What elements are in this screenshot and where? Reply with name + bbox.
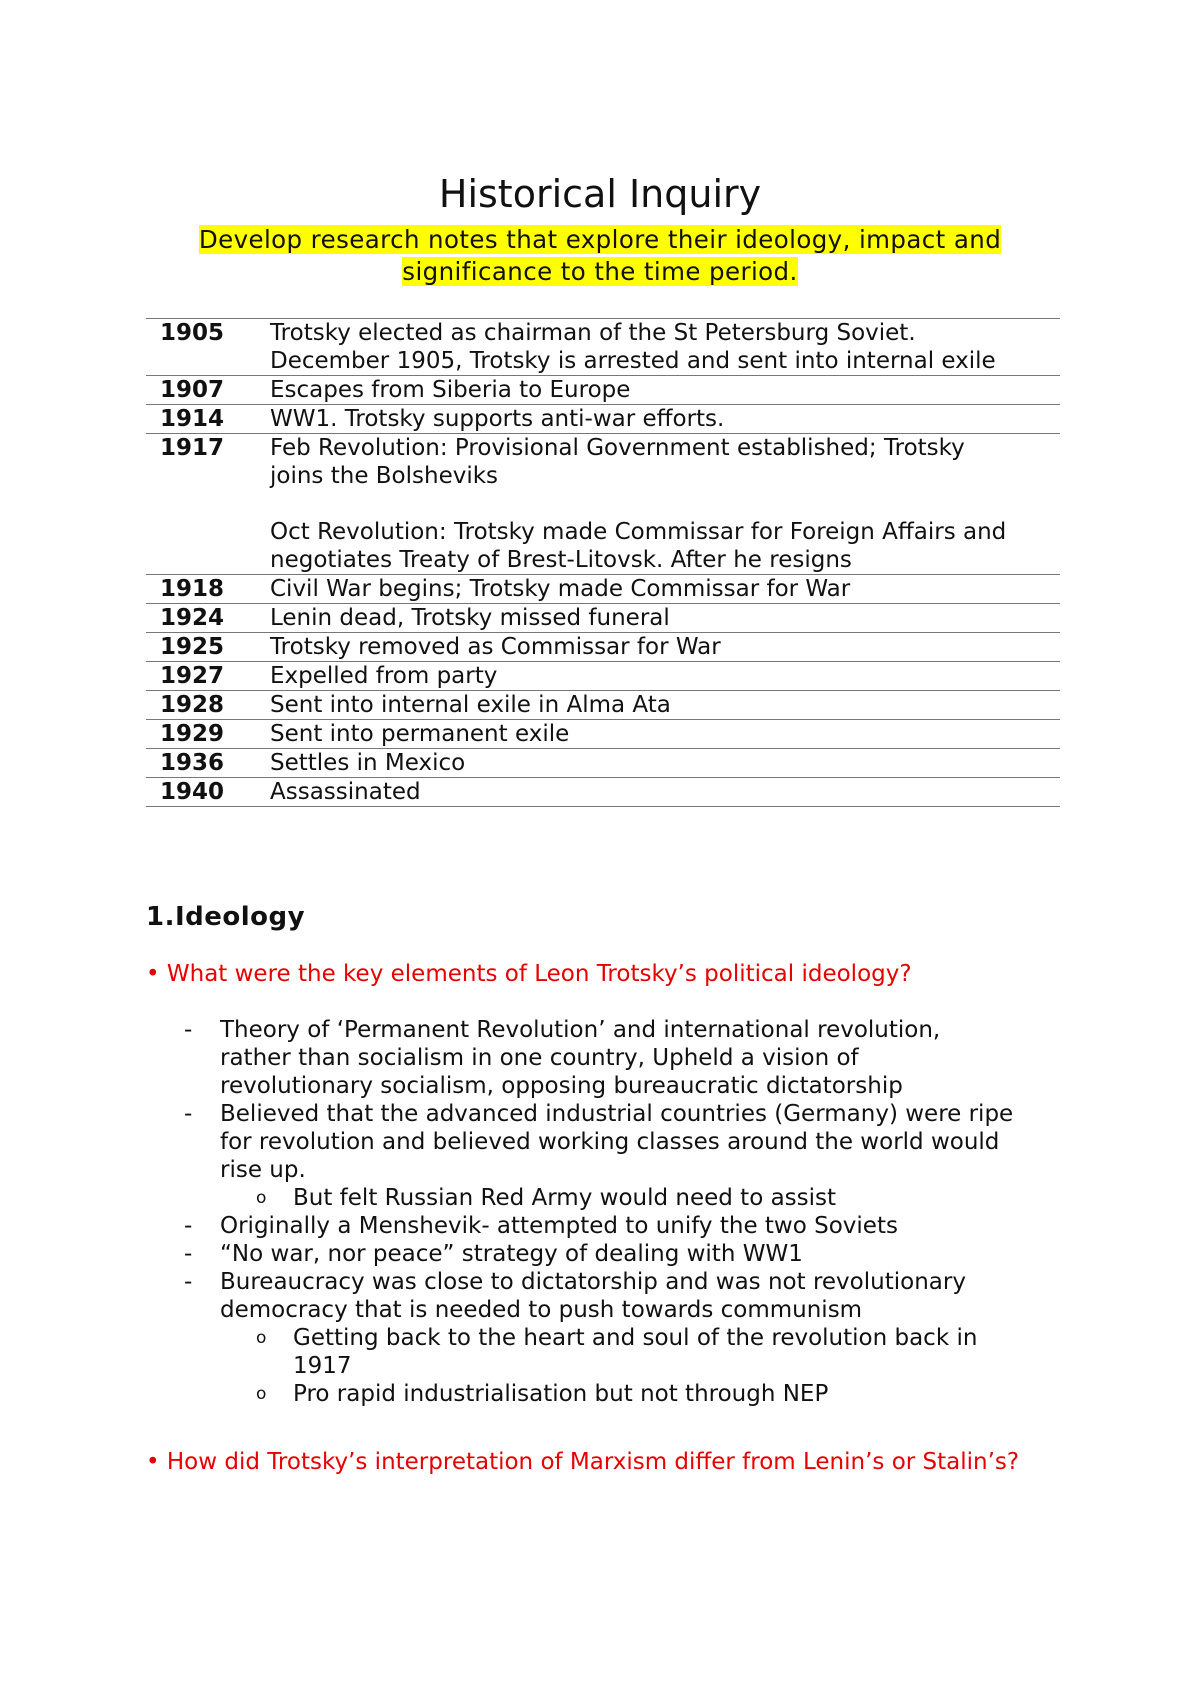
timeline-row bbox=[146, 575, 1060, 604]
timeline-body bbox=[146, 319, 1060, 807]
timeline-event-spacer bbox=[270, 490, 1060, 518]
timeline-year: 1929 bbox=[146, 720, 270, 749]
note-text-line: revolutionary socialism, opposing bureaucratic dictatorship bbox=[220, 1073, 903, 1099]
timeline-event bbox=[270, 319, 1060, 376]
timeline-event bbox=[270, 749, 1060, 778]
note-item bbox=[180, 1268, 1060, 1324]
note-text-line: “No war, nor peace” strategy of dealing with WW1 bbox=[220, 1241, 803, 1267]
note-text-line: Originally a Menshevik- attempted to unify the two Soviets bbox=[220, 1213, 898, 1239]
sub-note-item bbox=[180, 1380, 1060, 1408]
note-text-line: democracy that is needed to push towards communism bbox=[220, 1297, 863, 1323]
dash-bullet: - bbox=[184, 1241, 193, 1267]
section-heading-ideology: 1.Ideology bbox=[146, 902, 306, 932]
timeline-row bbox=[146, 720, 1060, 749]
sub-note-item bbox=[180, 1324, 1060, 1380]
note-text-line: Theory of ‘Permanent Revolution’ and international revolution, bbox=[220, 1017, 941, 1043]
timeline-event bbox=[270, 662, 1060, 691]
timeline-year: 1914 bbox=[146, 405, 270, 434]
note-text-line: for revolution and believed working classes around the world would bbox=[220, 1129, 1000, 1155]
sub-note-text-line: Pro rapid industrialisation but not through NEP bbox=[293, 1381, 829, 1407]
timeline-row bbox=[146, 662, 1060, 691]
ideology-notes-list bbox=[180, 1016, 1060, 1408]
timeline-event bbox=[270, 720, 1060, 749]
timeline-year: 1936 bbox=[146, 749, 270, 778]
timeline-event-line: negotiates Treaty of Brest-Litovsk. After he resigns bbox=[270, 547, 852, 573]
timeline-year: 1925 bbox=[146, 633, 270, 662]
timeline-row bbox=[146, 633, 1060, 662]
timeline-event-line: December 1905, Trotsky is arrested and sent into internal exile bbox=[270, 348, 996, 374]
timeline-year: 1917 bbox=[146, 434, 270, 575]
page-title: Historical Inquiry bbox=[438, 172, 762, 217]
note-text-line: Bureaucracy was close to dictatorship and was not revolutionary bbox=[220, 1269, 966, 1295]
dash-bullet: - bbox=[184, 1213, 193, 1239]
timeline-event-line: Trotsky removed as Commissar for War bbox=[270, 634, 721, 660]
timeline-year: 1924 bbox=[146, 604, 270, 633]
timeline-event-line: Sent into permanent exile bbox=[270, 721, 570, 747]
timeline-row bbox=[146, 749, 1060, 778]
timeline-event bbox=[270, 376, 1060, 405]
note-item bbox=[180, 1016, 1060, 1100]
timeline-event bbox=[270, 575, 1060, 604]
timeline-year: 1928 bbox=[146, 691, 270, 720]
timeline-event-line: Oct Revolution: Trotsky made Commissar for Foreign Affairs and bbox=[270, 519, 1007, 545]
timeline-year: 1927 bbox=[146, 662, 270, 691]
note-text-line: rather than socialism in one country, Upheld a vision of bbox=[220, 1045, 859, 1071]
timeline-event-line: Civil War begins; Trotsky made Commissar for War bbox=[270, 576, 851, 602]
timeline-event-line: Feb Revolution: Provisional Government established; Trotsky bbox=[270, 435, 965, 461]
timeline-event bbox=[270, 405, 1060, 434]
research-question-1: • What were the key elements of Leon Trotsky’s political ideology? bbox=[146, 961, 912, 987]
dash-bullet: - bbox=[184, 1101, 193, 1127]
timeline-event-line: Escapes from Siberia to Europe bbox=[270, 377, 631, 403]
timeline-event-line: WW1. Trotsky supports anti-war efforts. bbox=[270, 406, 725, 432]
timeline-event-line: Settles in Mexico bbox=[270, 750, 466, 776]
timeline-event-line: Assassinated bbox=[270, 779, 421, 805]
timeline-event bbox=[270, 604, 1060, 633]
timeline-year: 1940 bbox=[146, 778, 270, 807]
timeline-row bbox=[146, 376, 1060, 405]
circle-bullet: o bbox=[256, 1188, 267, 1208]
timeline-event-line: Sent into internal exile in Alma Ata bbox=[270, 692, 671, 718]
timeline-event-line: Lenin dead, Trotsky missed funeral bbox=[270, 605, 670, 631]
dash-bullet: - bbox=[184, 1017, 193, 1043]
timeline-event bbox=[270, 633, 1060, 662]
timeline-year: 1905 bbox=[146, 319, 270, 376]
note-item bbox=[180, 1240, 1060, 1268]
sub-note-text-line: 1917 bbox=[293, 1353, 352, 1379]
research-question-2: • How did Trotsky’s interpretation of Marxism differ from Lenin’s or Stalin’s? bbox=[146, 1449, 1020, 1475]
circle-bullet: o bbox=[256, 1328, 267, 1348]
note-item bbox=[180, 1100, 1060, 1184]
note-item bbox=[180, 1212, 1060, 1240]
timeline-event bbox=[270, 778, 1060, 807]
note-text-line: Believed that the advanced industrial countries (Germany) were ripe bbox=[220, 1101, 1014, 1127]
timeline-row bbox=[146, 778, 1060, 807]
highlighted-instruction: Develop research notes that explore their ideology, impact and significance to the time period. bbox=[198, 225, 1002, 286]
timeline-row bbox=[146, 691, 1060, 720]
timeline-event-line: Trotsky elected as chairman of the St Petersburg Soviet. bbox=[270, 320, 916, 346]
timeline-event-line: joins the Bolsheviks bbox=[270, 463, 499, 489]
dash-bullet: - bbox=[184, 1269, 193, 1295]
timeline-row bbox=[146, 319, 1060, 376]
timeline-year: 1907 bbox=[146, 376, 270, 405]
timeline-event-line: Expelled from party bbox=[270, 663, 498, 689]
timeline-year: 1918 bbox=[146, 575, 270, 604]
timeline-table bbox=[146, 318, 1060, 807]
timeline-event bbox=[270, 434, 1060, 575]
sub-note-text-line: But felt Russian Red Army would need to assist bbox=[293, 1185, 837, 1211]
timeline-event bbox=[270, 691, 1060, 720]
timeline-row bbox=[146, 405, 1060, 434]
sub-note-item bbox=[180, 1184, 1060, 1212]
circle-bullet: o bbox=[256, 1384, 267, 1404]
note-text-line: rise up. bbox=[220, 1157, 306, 1183]
timeline-row bbox=[146, 434, 1060, 575]
timeline-row bbox=[146, 604, 1060, 633]
instruction-text bbox=[140, 224, 1060, 288]
sub-note-text-line: Getting back to the heart and soul of the revolution back in bbox=[293, 1325, 978, 1351]
